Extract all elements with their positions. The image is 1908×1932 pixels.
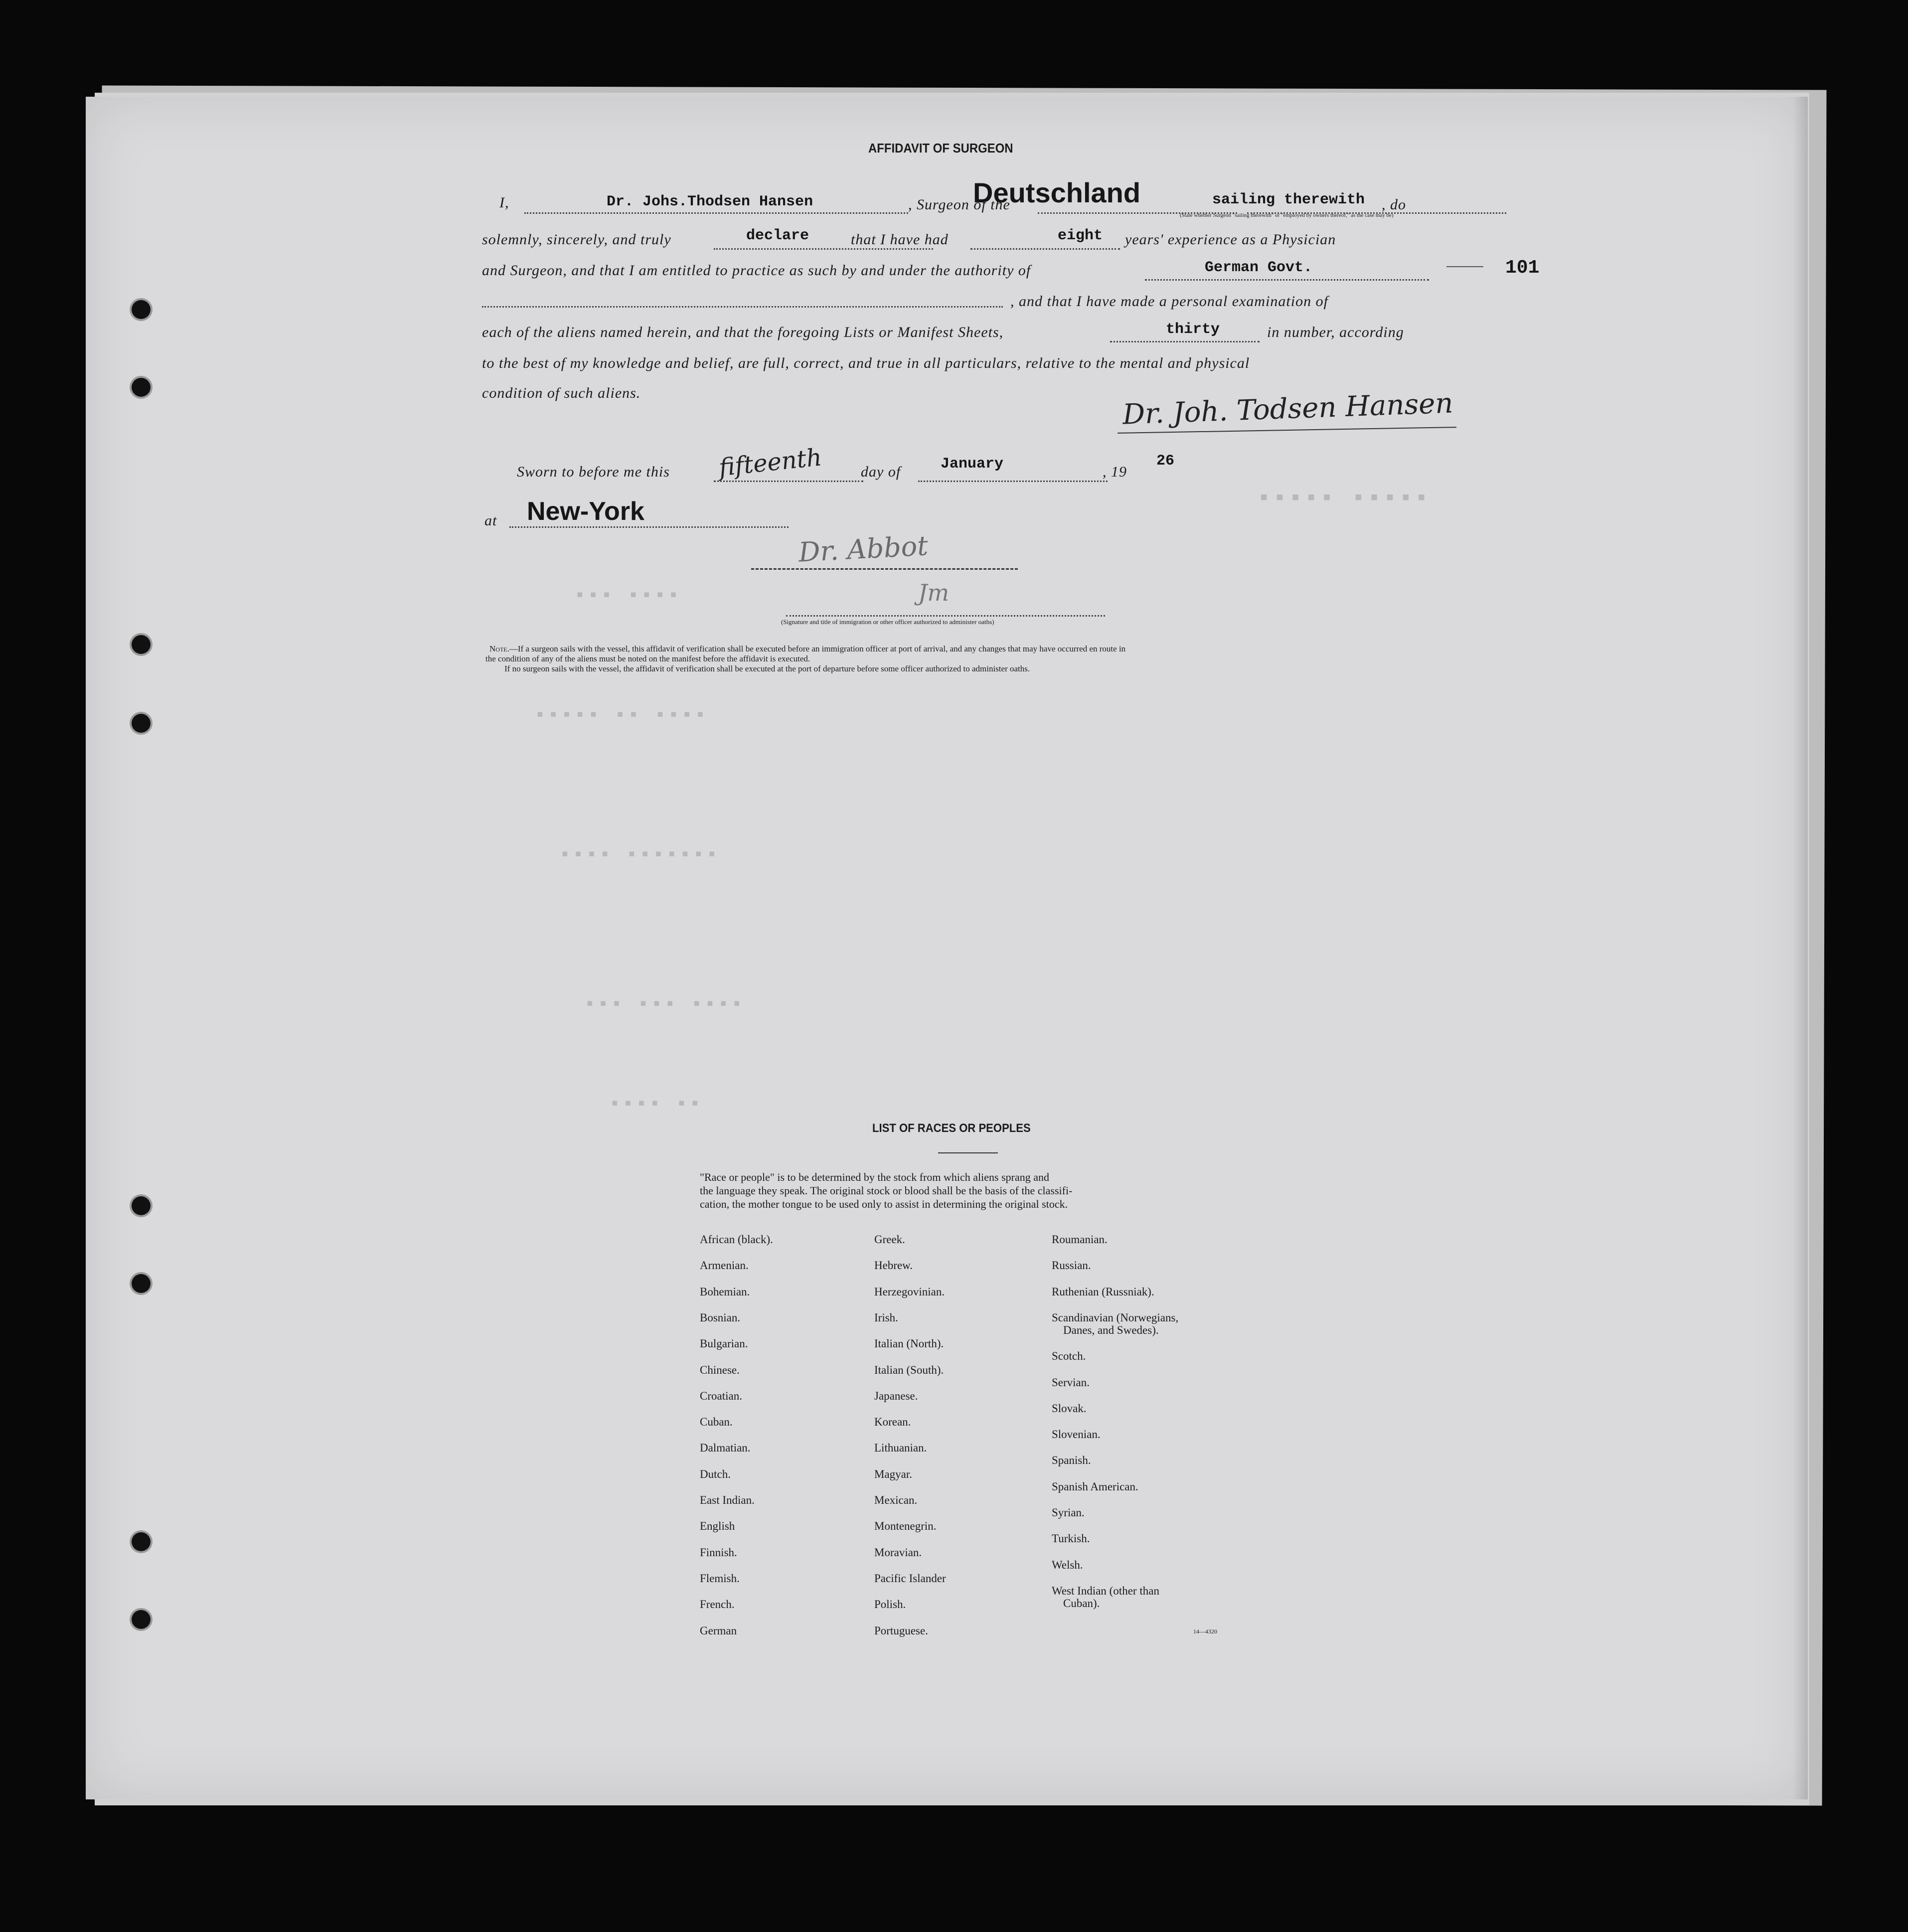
page-number: 101	[1505, 257, 1540, 279]
officer-signature: Dr. Abbot	[797, 530, 929, 568]
race-item: Portuguese.	[874, 1624, 928, 1637]
bleed-through: ▪▪▪ ▪▪▪▪	[574, 585, 681, 607]
signature-caption: (Signature and title of immigration or other officer authorized to administer oaths)	[781, 618, 994, 626]
race-item: Slovak.	[1052, 1402, 1087, 1415]
form-code: 14—4320	[1193, 1628, 1217, 1635]
race-item: Magyar.	[874, 1467, 913, 1480]
practice-authority: German Govt.	[1205, 259, 1313, 276]
line2-prefix: solemnly, sincerely, and truly	[482, 231, 671, 248]
affidavit-prefix: I,	[499, 194, 509, 211]
years-experience: eight	[1058, 227, 1103, 244]
race-item: Spanish.	[1052, 1454, 1091, 1467]
officer-initials: Jm	[918, 579, 950, 606]
race-item: Syrian.	[1052, 1506, 1085, 1519]
note-line-1	[489, 644, 1125, 654]
line7-text: condition of such aliens.	[482, 385, 641, 401]
race-item: Scandinavian (Norwegians, Danes, and Swedes).	[1052, 1311, 1179, 1336]
vessel-stamp: Deutschland	[973, 177, 1141, 208]
note-label: Note.	[489, 644, 509, 653]
bleed-through: ▪▪▪▪ ▪▪▪▪▪▪▪	[559, 844, 720, 866]
race-item: Scotch.	[1052, 1350, 1086, 1363]
race-item: German	[700, 1624, 737, 1637]
year-suffix: 26	[1156, 453, 1175, 470]
race-item: Polish.	[874, 1598, 906, 1611]
race-item: African (black).	[700, 1233, 773, 1246]
binder-hole	[132, 378, 151, 397]
blank-line	[1145, 279, 1429, 281]
race-item: Dutch.	[700, 1467, 731, 1480]
blank-line	[524, 212, 908, 214]
place-stamp: New-York	[527, 497, 644, 526]
bleed-through: ▪▪▪▪▪ ▪▪ ▪▪▪▪	[534, 705, 708, 726]
document-page	[86, 97, 1808, 1799]
race-item: Bohemian.	[700, 1285, 750, 1298]
binder-hole	[132, 1196, 151, 1215]
race-item: Greek.	[874, 1233, 905, 1246]
race-item: Hebrew.	[874, 1259, 913, 1272]
blank-line	[714, 248, 933, 250]
race-item: Montenegrin.	[874, 1520, 937, 1533]
surgeon-status: sailing therewith	[1212, 191, 1365, 208]
blank-line	[786, 615, 1105, 617]
blank-line	[918, 481, 1108, 482]
sworn-day: fifteenth	[717, 443, 823, 482]
race-item: Dalmatian.	[700, 1442, 751, 1454]
blank-line	[970, 248, 1120, 250]
race-item: Moravian.	[874, 1546, 922, 1559]
races-intro-line-3: cation, the mother tongue to be used only to assist in determining the original stock.	[700, 1198, 1068, 1210]
bleed-through: ▪▪▪▪▪ ▪▪▪▪▪	[1257, 485, 1431, 511]
race-item: Roumanian.	[1052, 1233, 1108, 1246]
race-item: Bulgarian.	[700, 1337, 748, 1350]
affidavit-title: AFFIDAVIT OF SURGEON	[868, 141, 1013, 156]
blank-line	[751, 568, 1018, 570]
races-intro-line-2: the language they speak. The original stock or blood shall be the basis of the classifi-	[700, 1184, 1073, 1197]
race-item: Chinese.	[700, 1363, 740, 1376]
race-item: Spanish American.	[1052, 1480, 1138, 1493]
race-item: Croatian.	[700, 1389, 742, 1402]
race-item: West Indian (other than Cuban).	[1052, 1584, 1159, 1610]
line4-text: , and that I have made a personal examination of	[1010, 293, 1328, 310]
page-edge-shadow	[1793, 97, 1808, 1799]
race-item: Cuban.	[700, 1416, 733, 1429]
at-label: at	[484, 512, 497, 529]
race-item: Welsh.	[1052, 1558, 1083, 1571]
races-title: LIST OF RACES OR PEOPLES	[872, 1122, 1031, 1135]
binder-hole	[132, 1274, 151, 1293]
binder-hole	[132, 714, 151, 733]
line5-prefix: each of the aliens named herein, and that the foregoing Lists or Manifest Sheets,	[482, 324, 1004, 340]
sworn-month: January	[941, 456, 1004, 473]
blank-line	[509, 526, 789, 528]
race-item: English	[700, 1520, 735, 1533]
declare-word: declare	[746, 227, 809, 244]
day-of-label: day of	[861, 464, 901, 480]
race-item: Servian.	[1052, 1376, 1090, 1389]
race-item: Lithuanian.	[874, 1442, 927, 1454]
sheet-count: thirty	[1166, 321, 1220, 338]
race-item: East Indian.	[700, 1494, 755, 1506]
race-item: Flemish.	[700, 1572, 740, 1585]
note-line-3: If no surgeon sails with the vessel, the affidavit of verification shall be executed at the port of departure before some officer authorized to administer oaths.	[504, 664, 1030, 673]
race-item: Italian (South).	[874, 1363, 944, 1376]
race-item: Korean.	[874, 1416, 911, 1429]
status-note: (State whether Surgeon "sailing therewith" or "employed by owners thereof," as the case may be)	[1180, 212, 1394, 218]
blank-line	[714, 481, 863, 482]
line1-suffix: , do	[1382, 196, 1406, 213]
note-text-1: —If a surgeon sails with the vessel, this affidavit of verification shall be executed before an immigration officer at port of arrival, and any changes that may have occurred en route in	[509, 644, 1126, 653]
race-item: Japanese.	[874, 1389, 918, 1402]
line6-text: to the best of my knowledge and belief, are full, correct, and true in all particulars, relative to the mental and physical	[482, 355, 1250, 371]
sworn-prefix: Sworn to before me this	[517, 464, 670, 480]
race-item: Russian.	[1052, 1259, 1091, 1272]
race-item: Turkish.	[1052, 1532, 1090, 1545]
races-intro-line-1	[700, 1171, 1049, 1184]
race-item: Ruthenian (Russniak).	[1052, 1285, 1154, 1298]
binder-hole	[132, 300, 151, 319]
binder-hole	[132, 1610, 151, 1629]
race-item: Mexican.	[874, 1494, 918, 1506]
line5-suffix: in number, according	[1267, 324, 1404, 340]
race-item: Finnish.	[700, 1546, 737, 1559]
surgeon-name: Dr. Johs.Thodsen Hansen	[607, 193, 813, 210]
races-intro-text-1: "Race or people" is to be determined by the stock from which aliens sprang and	[700, 1171, 1049, 1183]
binder-hole	[132, 635, 151, 654]
note-line-2: the condition of any of the aliens must be noted on the manifest before the affidavit is executed.	[485, 654, 810, 663]
blank-line	[1110, 341, 1260, 342]
race-item: Bosnian.	[700, 1311, 741, 1324]
line2-suffix: years' experience as a Physician	[1125, 231, 1336, 248]
race-item: Armenian.	[700, 1259, 749, 1272]
line2-mid: that I have had	[851, 231, 949, 248]
race-item: French.	[700, 1598, 735, 1611]
surgeon-of-label: , Surgeon of the	[908, 196, 1010, 213]
race-item: Herzegovinian.	[874, 1285, 945, 1298]
bleed-through: ▪▪▪ ▪▪▪ ▪▪▪▪	[584, 994, 745, 1015]
bleed-through: ▪▪▪▪ ▪▪	[609, 1094, 703, 1115]
margin-dash	[1446, 266, 1483, 267]
race-item: Italian (North).	[874, 1337, 944, 1350]
blank-line	[482, 306, 1003, 308]
race-item: Irish.	[874, 1311, 898, 1324]
race-item: Pacific Islander	[874, 1572, 946, 1585]
surgeon-signature: Dr. Joh. Todsen Hansen	[1122, 387, 1454, 431]
title-rule	[938, 1152, 998, 1153]
line3-prefix: and Surgeon, and that I am entitled to practice as such by and under the authority of	[482, 262, 1031, 279]
race-item: Slovenian.	[1052, 1428, 1101, 1441]
year-prefix: , 19	[1103, 464, 1127, 480]
binder-hole	[132, 1532, 151, 1551]
